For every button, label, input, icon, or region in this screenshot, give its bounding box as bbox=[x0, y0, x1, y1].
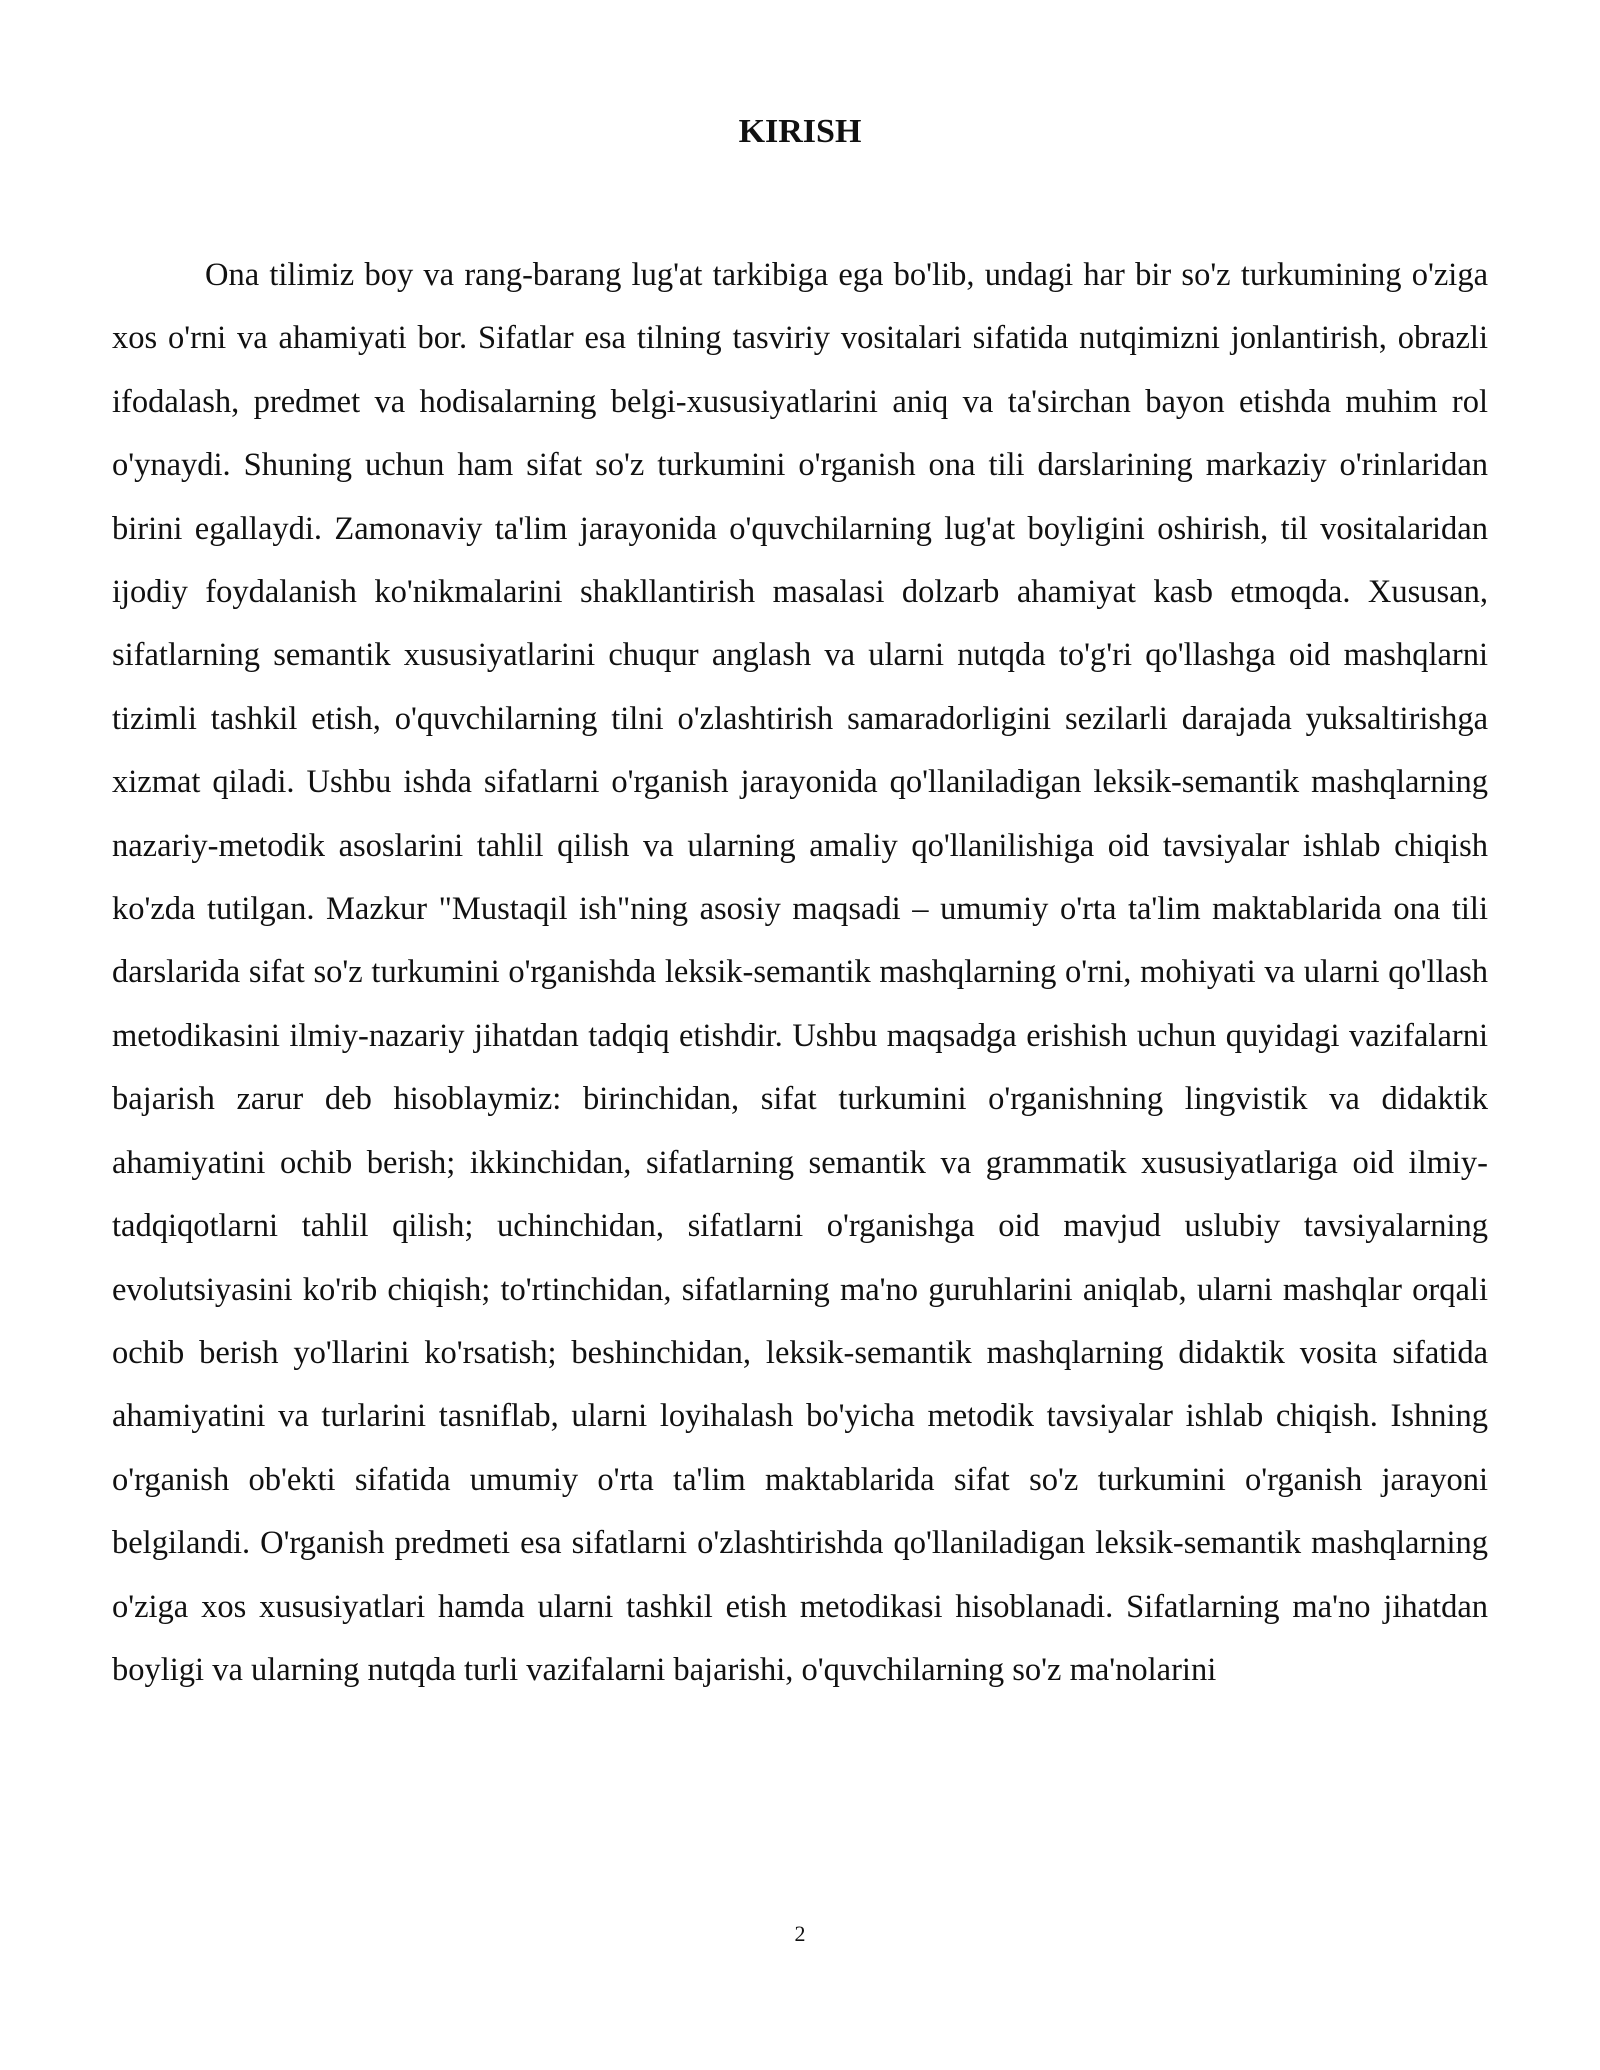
page-title: KIRISH bbox=[738, 113, 862, 150]
body-paragraph: Ona tilimiz boy va rang-barang lug'at tarkibiga ega bo'lib, undagi har bir so'z turkumining o'ziga xos o'rni va ahamiyati bor. Sifatlar esa tilning tasviriy vositalari sifatida nutqimizni jonlantirish, obrazli ifodalash, predmet va hodisalarning belgi-xususiyatlarini aniq va ta'sirchan bayon etishda muhim rol o'ynaydi. Shuning uchun ham sifat so'z turkumini o'rganish ona tili darslarining markaziy o'rinlaridan birini egallaydi. Zamonaviy ta'lim jarayonida o'quvchilarning lug'at boyligini oshirish, til vositalaridan ijodiy foydalanish ko'nikmalarini shakllantirish masalasi dolzarb ahamiyat kasb etmoqda. Xususan, sifatlarning semantik xususiyatlarini chuqur anglash va ularni nutqda to'g'ri qo'llashga oid mashqlarni tizimli tashkil etish, o'quvchilarning tilni o'zlashtirish samaradorligini sezilarli darajada yuksaltirishga xizmat qiladi. Ushbu ishda sifatlarni o'rganish jarayonida qo'llaniladigan leksik-semantik mashqlarning nazariy-metodik asoslarini tahlil qilish va ularning amaliy qo'llanilishiga oid tavsiyalar ishlab chiqish ko'zda tutilgan. Mazkur "Mustaqil ish"ning asosiy maqsadi – umumiy o'rta ta'lim maktablarida ona tili darslarida sifat so'z turkumini o'rganishda leksik-semantik mashqlarning o'rni, mohiyati va ularni qo'llash metodikasini ilmiy-nazariy jihatdan tadqiq etishdir. Ushbu maqsadga erishish uchun quyidagi vazifalarni bajarish zarur deb hisoblaymiz: birinchidan, sifat turkumini o'rganishning lingvistik va didaktik ahamiyatini ochib berish; ikkinchidan, sifatlarning semantik va grammatik xususiyatlariga oid ilmiy-tadqiqotlarni tahlil qilish; uchinchidan, sifatlarni o'rganishga oid mavjud uslubiy tavsiyalarning evolutsiyasini ko'rib chiqish; to'rtinchidan, sifatlarning ma'no guruhlarini aniqlab, ularni mashqlar orqali ochib berish yo'llarini ko'rsatish; beshinchidan, leksik-semantik mashqlarning didaktik vosita sifatida ahamiyatini va turlarini tasniflab, ularni loyihalash bo'yicha metodik tavsiyalar ishlab chiqish. Ishning o'rganish ob'ekti sifatida umumiy o'rta ta'lim maktablarida sifat so'z turkumini o'rganish jarayoni belgilandi. O'rganish predmeti esa sifatlarni o'zlashtirishda qo'llaniladigan leksik-semantik mashqlarning o'ziga xos xususiyatlari hamda ularni tashkil etish metodikasi hisoblanadi. Sifatlarning ma'no jihatdan boyligi va ularning nutqda turli vazifalarni bajarishi, o'quvchilarning so'z ma'nolarini bbox=[112, 257, 1488, 1688]
page-number: 2 bbox=[794, 1921, 806, 1946]
